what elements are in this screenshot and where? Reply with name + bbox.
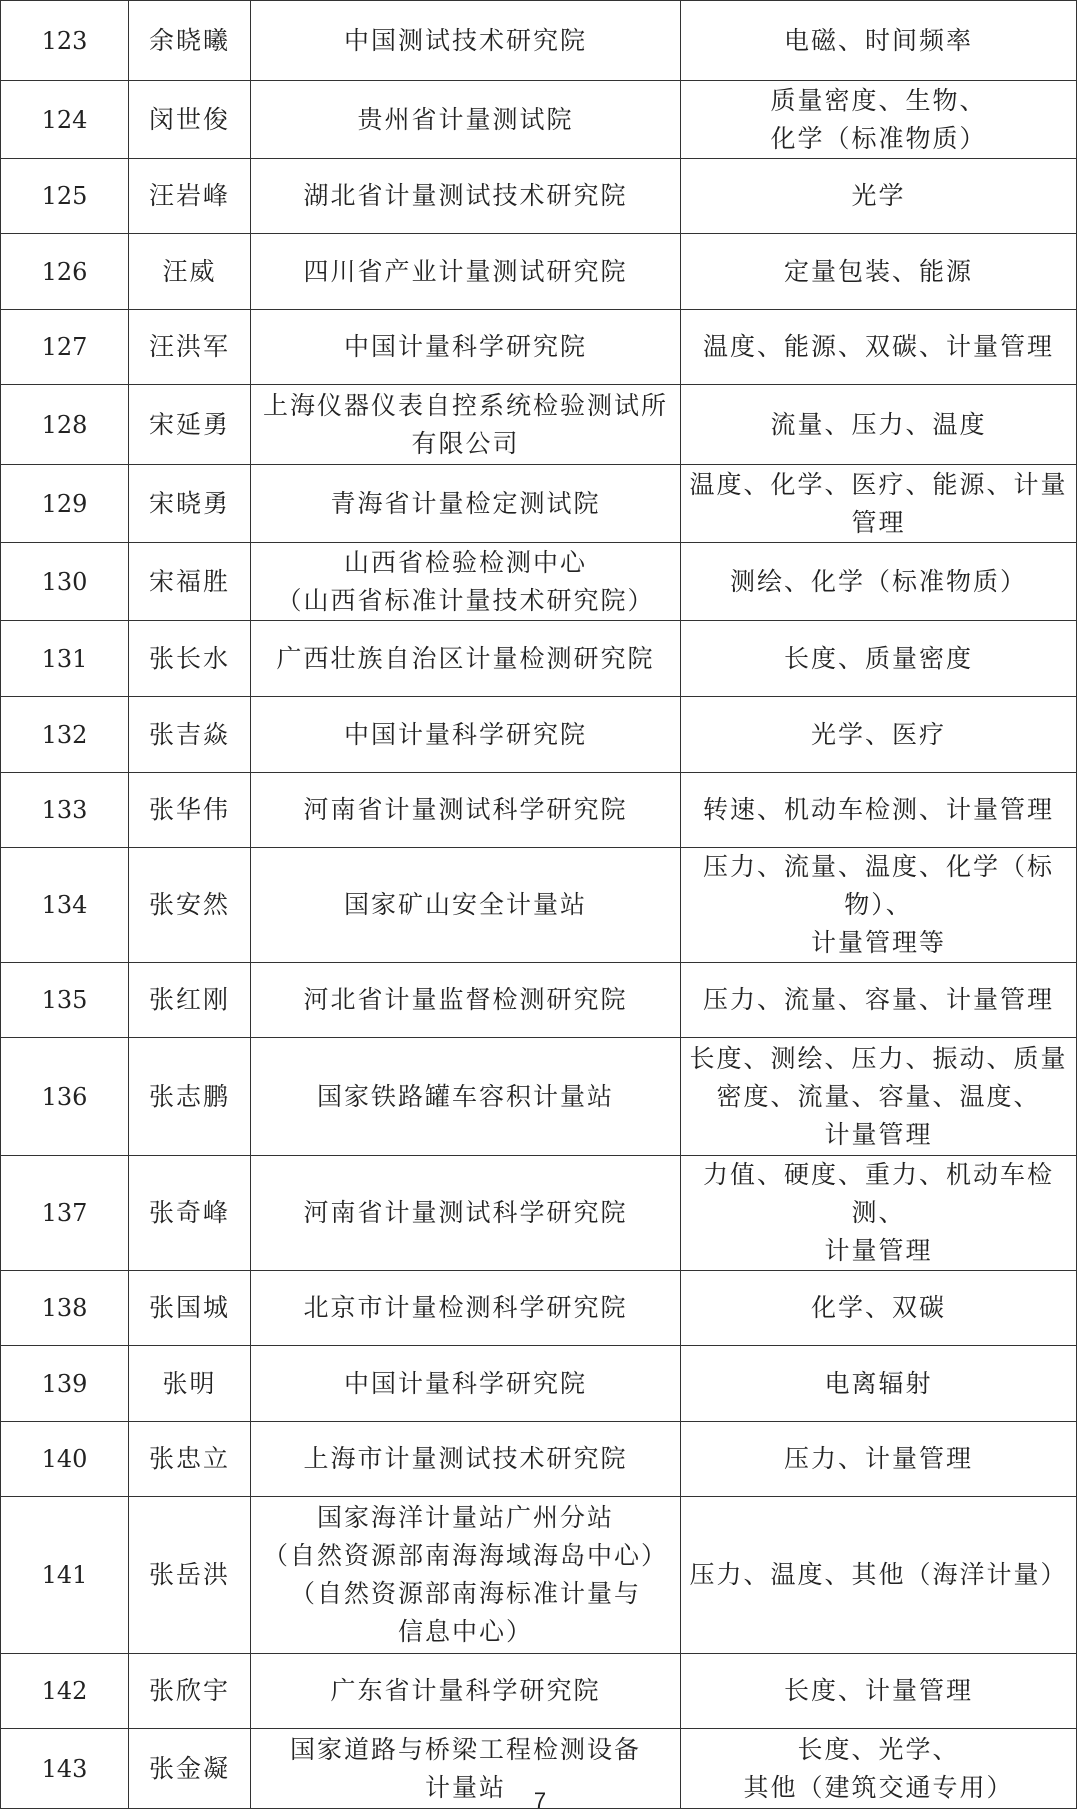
row-number-cell: 142: [1, 1654, 129, 1729]
table-row: [1, 465, 1077, 543]
field-cell: [681, 848, 1077, 963]
field-cell-line: 温度、能源、双碳、计量管理: [702, 332, 1054, 361]
field-cell-line: 长度、光学、: [797, 1734, 960, 1764]
name-cell: 张金凝: [129, 1729, 251, 1809]
field-cell-line: 电离辐射: [824, 1368, 933, 1398]
name-cell: 张安然: [129, 848, 251, 963]
table-row: [1, 1497, 1077, 1654]
table-row: [1, 1, 1077, 81]
field-cell-line: 长度、测绘、压力、振动、质量: [689, 1043, 1068, 1073]
name-cell: 张奇峰: [129, 1156, 251, 1271]
field-cell: [681, 159, 1077, 234]
field-cell-line: 密度、流量、容量、温度、: [716, 1081, 1041, 1111]
organization-cell-line: 上海仪器仪表自控系统检验测试所: [262, 390, 668, 420]
organization-cell: [251, 159, 681, 234]
field-cell-line: 计量管理: [824, 1236, 933, 1265]
table-row: [1, 81, 1077, 159]
organization-cell-line: 有限公司: [411, 428, 520, 458]
table-row: [1, 963, 1077, 1038]
table-row: [1, 1422, 1077, 1497]
organization-cell-line: 青海省计量检定测试院: [330, 488, 601, 518]
organization-cell-line: 河南省计量测试科学研究院: [303, 1198, 628, 1227]
field-cell: [681, 1422, 1077, 1497]
organization-cell-line: 四川省产业计量测试研究院: [303, 256, 628, 286]
organization-cell: [251, 1422, 681, 1497]
organization-cell: [251, 385, 681, 465]
name-cell: 闵世俊: [129, 81, 251, 159]
organization-cell: [251, 310, 681, 385]
field-cell: [681, 81, 1077, 159]
row-number-cell: 129: [1, 465, 129, 543]
organization-cell-line: 国家矿山安全计量站: [343, 890, 587, 919]
name-cell: 张欣宇: [129, 1654, 251, 1729]
field-cell-line: 转速、机动车检测、计量管理: [702, 795, 1054, 824]
field-cell: [681, 543, 1077, 621]
field-cell: [681, 697, 1077, 773]
organization-cell-line: 国家道路与桥梁工程检测设备: [289, 1734, 641, 1764]
organization-cell-line: 上海市计量测试技术研究院: [303, 1444, 628, 1473]
field-cell: [681, 621, 1077, 697]
name-cell: 张吉焱: [129, 697, 251, 773]
row-number-cell: 139: [1, 1346, 129, 1422]
table-row: [1, 543, 1077, 621]
row-number-cell: 133: [1, 773, 129, 848]
name-cell: 宋晓勇: [129, 465, 251, 543]
organization-cell-line: 河南省计量测试科学研究院: [303, 795, 628, 824]
page-number: 7: [533, 1788, 547, 1813]
field-cell-line: 管理: [851, 507, 906, 537]
organization-cell: [251, 1038, 681, 1156]
field-cell: [681, 1654, 1077, 1729]
name-cell: 张国城: [129, 1271, 251, 1346]
row-number-cell: 123: [1, 1, 129, 81]
name-cell: 张志鹏: [129, 1038, 251, 1156]
organization-cell: [251, 465, 681, 543]
name-cell: 张忠立: [129, 1422, 251, 1497]
organization-cell-line: 山西省检验检测中心: [343, 547, 587, 577]
field-cell-line: 定量包装、能源: [783, 256, 973, 286]
organization-cell-line: 北京市计量检测科学研究院: [303, 1293, 628, 1322]
organization-cell-line: 广东省计量科学研究院: [330, 1676, 601, 1705]
table-row: [1, 1271, 1077, 1346]
field-cell-line: 电磁、时间频率: [783, 25, 973, 55]
name-cell: 张红刚: [129, 963, 251, 1038]
organization-cell: [251, 543, 681, 621]
row-number-cell: 128: [1, 385, 129, 465]
organization-cell-line: 国家铁路罐车容积计量站: [316, 1081, 614, 1111]
name-cell: 汪威: [129, 234, 251, 310]
organization-cell-line: 计量站: [424, 1772, 506, 1802]
organization-cell-line: 贵州省计量测试院: [357, 104, 574, 134]
organization-cell: [251, 773, 681, 848]
field-cell: [681, 234, 1077, 310]
row-number-cell: 134: [1, 848, 129, 963]
field-cell-line: 化学、双碳: [810, 1293, 946, 1322]
organization-cell: [251, 234, 681, 310]
table-row: [1, 773, 1077, 848]
organization-cell: [251, 1271, 681, 1346]
field-cell: [681, 1038, 1077, 1156]
organization-cell-line: 广西壮族自治区计量检测研究院: [276, 643, 655, 673]
organization-cell: [251, 1, 681, 81]
organization-cell-line: 中国测试技术研究院: [343, 25, 587, 55]
table-row: [1, 234, 1077, 310]
row-number-cell: 132: [1, 697, 129, 773]
field-cell: [681, 963, 1077, 1038]
field-cell: [681, 465, 1077, 543]
name-cell: 张长水: [129, 621, 251, 697]
table-row: [1, 1346, 1077, 1422]
field-cell-line: 其他（建筑交通专用）: [743, 1772, 1014, 1802]
organization-cell: [251, 1156, 681, 1271]
field-cell-line: 压力、计量管理: [783, 1444, 973, 1473]
field-cell-line: 压力、流量、容量、计量管理: [702, 985, 1054, 1014]
row-number-cell: 140: [1, 1422, 129, 1497]
name-cell: 张明: [129, 1346, 251, 1422]
table-row: [1, 159, 1077, 234]
organization-cell: [251, 621, 681, 697]
field-cell: [681, 385, 1077, 465]
organization-cell-line: 中国计量科学研究院: [343, 719, 587, 749]
field-cell-line: 压力、温度、其他（海洋计量）: [689, 1560, 1068, 1589]
field-cell-line: 光学、医疗: [810, 719, 946, 749]
organization-cell-line: 河北省计量监督检测研究院: [303, 985, 628, 1014]
row-number-cell: 137: [1, 1156, 129, 1271]
field-cell-line: 化学（标准物质）: [770, 123, 987, 153]
organization-cell: [251, 1654, 681, 1729]
row-number-cell: 125: [1, 159, 129, 234]
field-cell-line: 测绘、化学（标准物质）: [729, 566, 1027, 596]
field-cell-line: 压力、流量、温度、化学（标物）、: [702, 852, 1054, 919]
organization-cell-line: 中国计量科学研究院: [343, 332, 587, 361]
table-row: [1, 848, 1077, 963]
table-row: [1, 1654, 1077, 1729]
organization-cell-line: （自然资源部南海海域海岛中心）: [262, 1541, 668, 1570]
table-row: [1, 385, 1077, 465]
organization-cell-line: （自然资源部南海标准计量与: [289, 1579, 641, 1608]
row-number-cell: 136: [1, 1038, 129, 1156]
row-number-cell: 124: [1, 81, 129, 159]
field-cell: [681, 1346, 1077, 1422]
organization-cell: [251, 963, 681, 1038]
field-cell: [681, 310, 1077, 385]
field-cell-line: 计量管理等: [810, 928, 946, 957]
field-cell: [681, 1497, 1077, 1654]
field-cell-line: 温度、化学、医疗、能源、计量: [689, 469, 1068, 499]
organization-cell-line: 信息中心）: [397, 1617, 533, 1646]
name-cell: 张岳洪: [129, 1497, 251, 1654]
field-cell-line: 长度、质量密度: [783, 643, 973, 673]
name-cell: 余晓曦: [129, 1, 251, 81]
organization-cell: [251, 1346, 681, 1422]
name-cell: 宋福胜: [129, 543, 251, 621]
row-number-cell: 135: [1, 963, 129, 1038]
organization-cell-line: 国家海洋计量站广州分站: [316, 1503, 614, 1532]
row-number-cell: 131: [1, 621, 129, 697]
table-row: [1, 310, 1077, 385]
name-cell: 宋延勇: [129, 385, 251, 465]
field-cell-line: 长度、计量管理: [783, 1676, 973, 1705]
field-cell-line: 质量密度、生物、: [770, 85, 987, 115]
field-cell: [681, 1271, 1077, 1346]
organization-cell-line: 湖北省计量测试技术研究院: [303, 181, 628, 210]
organization-cell-line: 中国计量科学研究院: [343, 1368, 587, 1398]
table-row: [1, 1038, 1077, 1156]
name-cell: 汪洪军: [129, 310, 251, 385]
organization-cell-line: （山西省标准计量技术研究院）: [276, 585, 655, 615]
row-number-cell: 141: [1, 1497, 129, 1654]
row-number-cell: 127: [1, 310, 129, 385]
row-number-cell: 138: [1, 1271, 129, 1346]
field-cell-line: 计量管理: [824, 1119, 933, 1149]
row-number-cell: 126: [1, 234, 129, 310]
row-number-cell: 130: [1, 543, 129, 621]
field-cell: [681, 773, 1077, 848]
organization-cell: [251, 81, 681, 159]
name-cell: 汪岩峰: [129, 159, 251, 234]
organization-cell: [251, 1497, 681, 1654]
table-row: [1, 621, 1077, 697]
field-cell: [681, 1156, 1077, 1271]
row-number-cell: 143: [1, 1729, 129, 1809]
table-row: [1, 697, 1077, 773]
field-cell-line: 流量、压力、温度: [770, 409, 987, 439]
name-cell: 张华伟: [129, 773, 251, 848]
field-cell: [681, 1, 1077, 81]
table-row: [1, 1156, 1077, 1271]
field-cell-line: 光学: [851, 181, 906, 210]
organization-cell: [251, 697, 681, 773]
organization-cell: [251, 848, 681, 963]
table-body: [1, 1, 1077, 1809]
field-cell-line: 力值、硬度、重力、机动车检测、: [702, 1160, 1054, 1227]
